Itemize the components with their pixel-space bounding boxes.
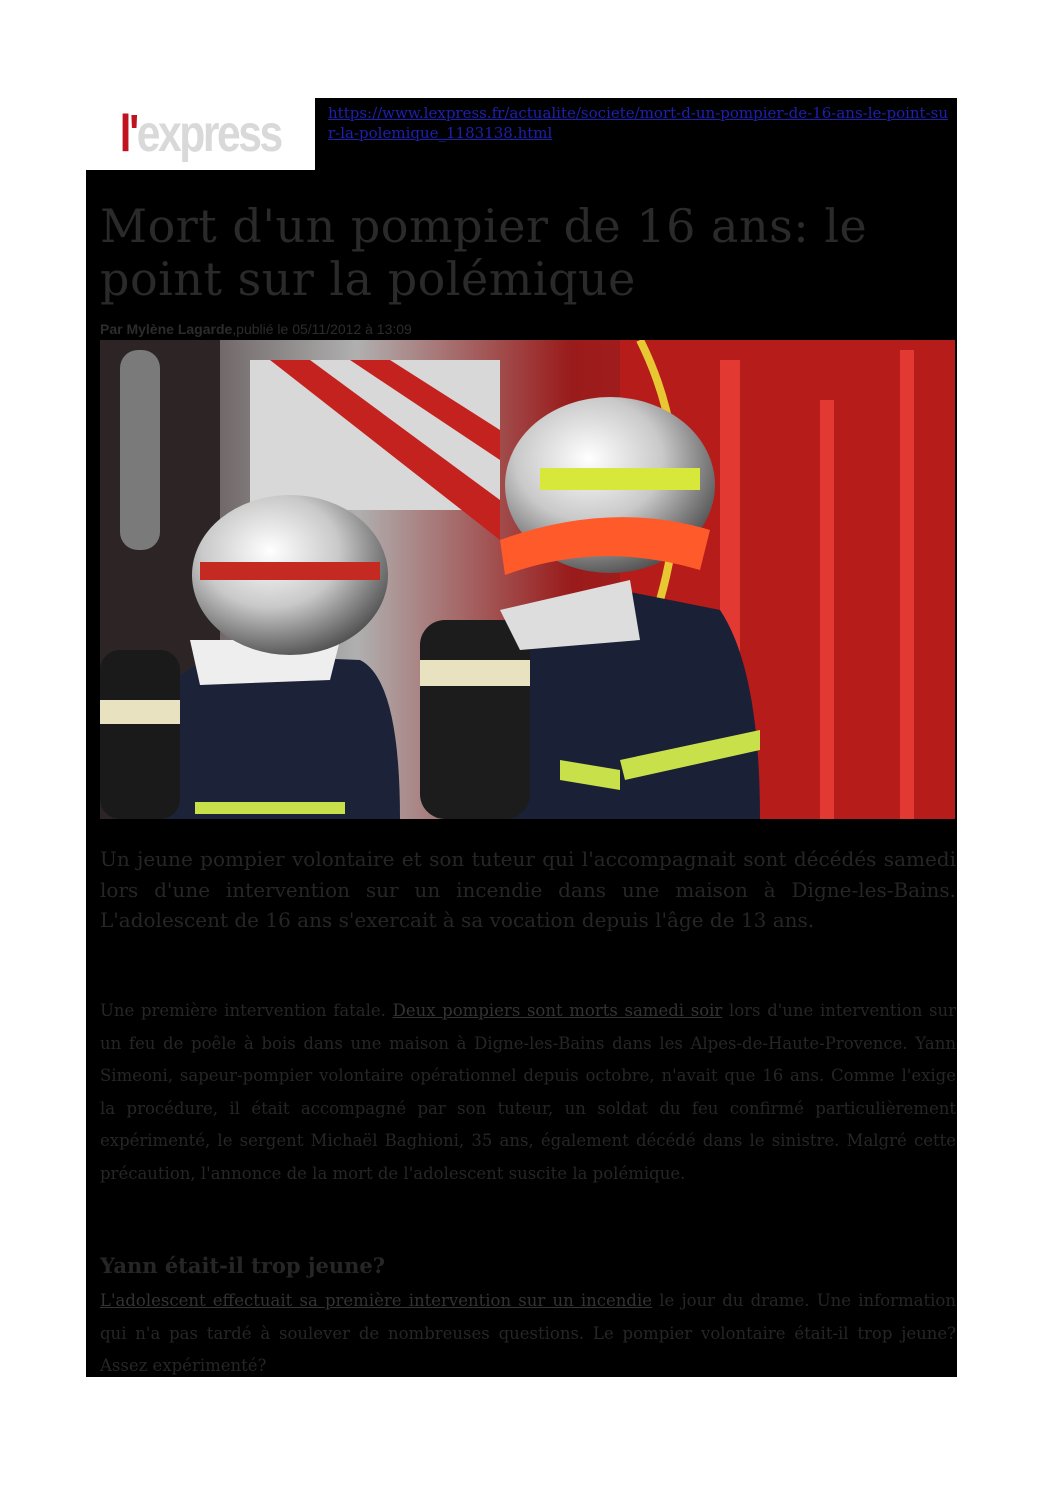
source-url-link[interactable]: https://www.lexpress.fr/actualite/societe/mort-d-un-pompier-de-16-ans-le-point-sur-la-polemique_1183138.html xyxy=(328,104,949,142)
paragraph-1 xyxy=(100,995,956,1190)
article-link-premiere-intervention[interactable]: L'adolescent effectuait sa première intervention sur un incendie xyxy=(100,1291,653,1310)
subheading: Yann était-il trop jeune? xyxy=(100,1253,386,1278)
paragraph-1-intro: Une première intervention fatale. xyxy=(100,1001,393,1020)
byline xyxy=(100,321,412,337)
url-banner xyxy=(315,98,957,170)
paragraph-2-body: le jour du drame. Une information qui n'a pas tardé à soulever de nombreuses questions. Le pompier volontaire était-il trop jeune? Assez expérimenté? xyxy=(100,1291,956,1375)
logo-prefix: l' xyxy=(119,105,138,163)
paragraph-1-body: lors d'une intervention sur un feu de poêle à bois dans une maison à Digne-les-Bains dans les Alpes-de-Haute-Provence. Yann Simeoni, sapeur-pompier volontaire opérationnel depuis octobre, n'avait que 16 ans. Comme l'exige la procédure, il était accompagné par son tuteur, un soldat du feu confirmé particulièrement expérimenté, le sergent Michaël Baghioni, 35 ans, également décédé dans le sinistre. Malgré cette précaution, l'annonce de la mort de l'adolescent suscite la polémique. xyxy=(100,1001,956,1183)
article-link-deux-pompiers[interactable]: Deux pompiers sont morts samedi soir xyxy=(392,1001,723,1020)
publish-date: ,publié le 05/11/2012 à 13:09 xyxy=(232,321,412,337)
article-lead: Un jeune pompier volontaire et son tuteur qui l'accompagnait sont décédés samedi lors d'une intervention sur un incendie dans une maison à Digne-les-Bains. L'adolescent de 16 ans s'exercait à sa vocation depuis l'âge de 13 ans. xyxy=(100,847,956,932)
article-title: Mort d'un pompier de 16 ans: le point sur la polémique xyxy=(100,199,868,306)
firefighters-photo xyxy=(100,340,955,819)
logo-text: express xyxy=(137,105,282,163)
logo-area xyxy=(86,98,315,170)
article-page xyxy=(86,170,957,1377)
lexpress-logo[interactable] xyxy=(119,105,282,163)
paragraph-2 xyxy=(100,1285,956,1383)
firefighters-illustration xyxy=(100,340,955,819)
author-name: Par Mylène Lagarde xyxy=(100,321,233,337)
